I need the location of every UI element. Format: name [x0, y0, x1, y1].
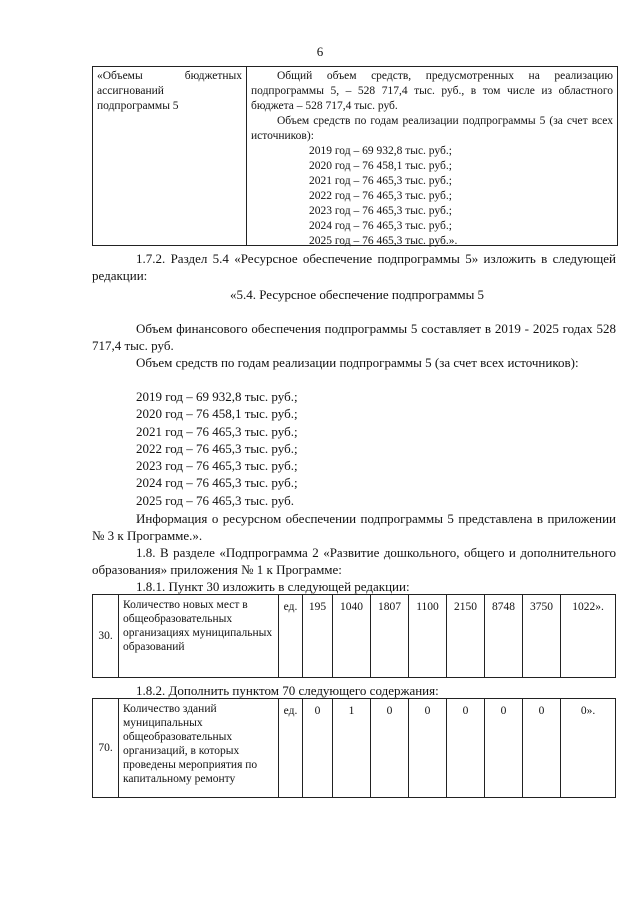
para-info: Информация о ресурсном обеспечении подпрограммы 5 представлена в приложении № 3 к Программе.». [92, 511, 616, 543]
page-number: 6 [316, 44, 324, 59]
item-1-8-2: 1.8.2. Дополнить пунктом 70 следующего содержания: [136, 683, 439, 698]
budget-table [92, 66, 618, 246]
year-item: 2020 год – 76 458,1 тыс. руб.; [136, 406, 298, 422]
row-value: 0 [447, 699, 485, 797]
row-number: 30. [93, 595, 119, 677]
row-value: 0 [371, 699, 409, 797]
row-unit: ед. [279, 699, 303, 797]
row-value: 0». [580, 705, 596, 717]
row-value: 1040 [333, 595, 371, 677]
section-5-4-heading: «5.4. Ресурсное обеспечение подпрограммы 5 [230, 287, 485, 302]
year-line: 2022 год – 76 465,3 тыс. руб.; [309, 190, 452, 202]
row-name: Количество зданий муниципальных общеобразовательных организаций, в которых проведены мероприятия по капитальному ремонту [119, 699, 279, 797]
year-line: 2024 год – 76 465,3 тыс. руб.; [309, 220, 452, 232]
year-line: 2025 год – 76 465,3 тыс. руб.». [309, 235, 458, 247]
budget-table-value-cell [247, 67, 617, 245]
item-1-7-2: 1.7.2. Раздел 5.4 «Ресурсное обеспечение подпрограммы 5» изложить в следующей редакции: [92, 251, 616, 283]
row-value: 1100 [409, 595, 447, 677]
row-value: 0 [485, 699, 523, 797]
row-value: 0 [303, 699, 333, 797]
para-by-years: Объем средств по годам реализации подпрограммы 5 (за счет всех источников): [136, 355, 579, 370]
row-value: 0 [523, 699, 561, 797]
year-line: 2021 год – 76 465,3 тыс. руб.; [309, 175, 452, 187]
row-value: 1807 [371, 595, 409, 677]
year-item: 2022 год – 76 465,3 тыс. руб.; [136, 440, 298, 456]
row-unit: ед. [279, 595, 303, 677]
row-value: 8748 [485, 595, 523, 677]
budget-table-label-cell [93, 67, 247, 245]
year-item: 2025 год – 76 465,3 тыс. руб. [136, 492, 294, 508]
row-value: 195 [303, 595, 333, 677]
row-value: 3750 [523, 595, 561, 677]
row-number: 70. [93, 699, 119, 797]
row-30-table [92, 594, 616, 678]
year-line: 2019 год – 69 932,8 тыс. руб.; [309, 145, 452, 157]
year-item: 2019 год – 69 932,8 тыс. руб.; [136, 389, 298, 404]
year-item: 2021 год – 76 465,3 тыс. руб.; [136, 423, 298, 439]
label-line-3: подпрограммы 5 [97, 100, 179, 112]
year-item: 2024 год – 76 465,3 тыс. руб.; [136, 475, 298, 491]
row-value: 2150 [447, 595, 485, 677]
label-line-2: ассигнований [97, 85, 164, 97]
year-line: 2020 год – 76 458,1 тыс. руб.; [309, 160, 452, 172]
para-volume: Объем финансового обеспечения подпрограммы 5 составляет в 2019 - 2025 годах 528 717,4 тыс. руб. [92, 321, 616, 353]
total-volume-text: Общий объем средств, предусмотренных на реализацию подпрограммы 5, – 528 717,4 тыс. руб., в том числе из областного бюджета – 528 717,4 тыс. руб. [251, 70, 613, 112]
row-value: 0 [409, 699, 447, 797]
row-value: 1 [333, 699, 371, 797]
year-item: 2023 год – 76 465,3 тыс. руб.; [136, 458, 298, 474]
row-name: Количество новых мест в общеобразовательных организациях муниципальных образований [119, 595, 279, 677]
row-70-table [92, 698, 616, 798]
year-line: 2023 год – 76 465,3 тыс. руб.; [309, 205, 452, 217]
by-years-text: Объем средств по годам реализации подпрограммы 5 (за счет всех источников): [251, 115, 613, 142]
item-1-8: 1.8. В разделе «Подпрограмма 2 «Развитие дошкольного, общего и дополнительного образования» приложения № 1 к Программе: [92, 545, 616, 577]
label-word-1: «Объемы [97, 70, 143, 82]
item-1-8-1: 1.8.1. Пункт 30 изложить в следующей редакции: [136, 579, 410, 594]
years-list [136, 388, 436, 509]
label-word-2: бюджетных [184, 70, 242, 82]
row-value: 1022». [572, 601, 604, 613]
